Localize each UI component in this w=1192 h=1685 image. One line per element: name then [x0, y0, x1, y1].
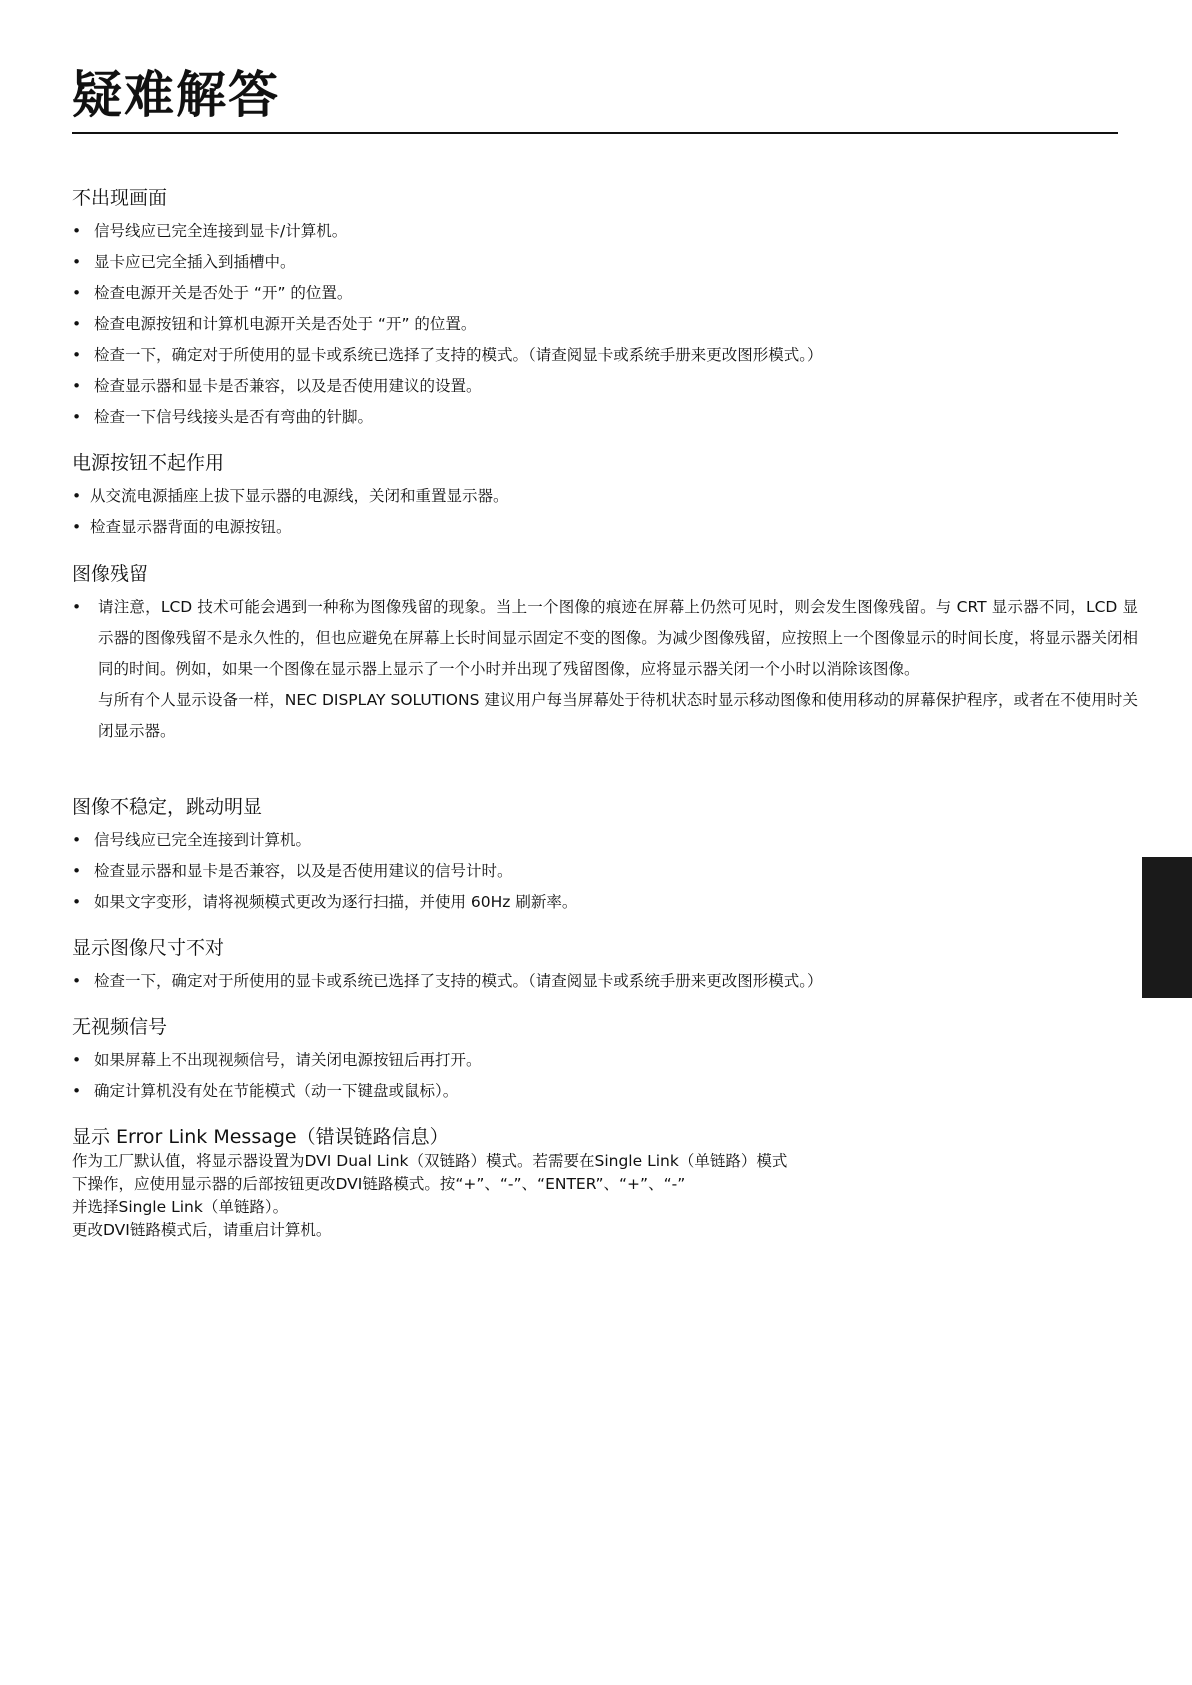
list-item: • 检查电源开关是否处于 “开” 的位置。: [72, 278, 1132, 309]
bullet-list: [72, 481, 1132, 543]
list-item: • 检查一下信号线接头是否有弯曲的针脚。: [72, 402, 1132, 433]
bullet-list: [72, 966, 1132, 997]
section-heading: 显示图像尺寸不对: [72, 937, 225, 959]
list-item: • 检查一下，确定对于所使用的显卡或系统已选择了支持的模式。（请查阅显卡或系统手册来更改图形模式。）: [72, 340, 1132, 371]
list-item: • 确定计算机没有处在节能模式（动一下键盘或鼠标）。: [72, 1076, 1132, 1107]
section-error-link: [72, 1124, 1132, 1242]
section-no-video: [72, 1014, 1132, 1107]
title-divider: [72, 132, 1118, 134]
section-heading: 图像不稳定，跳动明显: [72, 796, 263, 818]
persistence-paragraph: 请注意，LCD 技术可能会遇到一种称为图像残留的现象。当上一个图像的痕迹在屏幕上仍然可见时，则会发生图像残留。与 CRT 显示器不同，LCD 显示器的图像残留不是永久性的，但也应避免在屏幕上长时间显示固定不变的图像。为减少图像残留，应按照上一个图像显示的时间长度，将显示器关闭相同的时间。例如，如果一个图像在显示器上显示了一个小时并出现了残留图像，应将显示器关闭一个小时以消除该图像。: [98, 598, 1138, 678]
list-item: • 从交流电源插座上拔下显示器的电源线，关闭和重置显示器。: [72, 481, 1132, 512]
text-line: 更改DVI链路模式后，请重启计算机。: [72, 1221, 332, 1239]
page-title: 疑难解答: [72, 66, 280, 124]
section-image-persistence: [72, 561, 1138, 747]
bullet-list: [72, 216, 1132, 433]
section-wrong-size: [72, 935, 1132, 997]
chapter-tab: [1142, 857, 1192, 998]
persistence-paragraph-2: 与所有个人显示设备一样，NEC DISPLAY SOLUTIONS 建议用户每当屏幕处于待机状态时显示移动图像和使用移动的屏幕保护程序，或者在不使用时关闭显示器。: [98, 691, 1138, 740]
list-item: • 显卡应已完全插入到插槽中。: [72, 247, 1132, 278]
text-line: 并选择Single Link（单链路）。: [72, 1198, 289, 1216]
text-line: 下操作，应使用显示器的后部按钮更改DVI链路模式。按“+”、“-”、“ENTER”、“+”、“-”: [72, 1175, 686, 1193]
section-heading: 不出现画面: [72, 187, 168, 209]
list-item: • 信号线应已完全连接到计算机。: [72, 825, 1132, 856]
section-heading: 显示 Error Link Message（错误链路信息）: [72, 1126, 449, 1148]
bullet-list: [72, 825, 1132, 918]
list-item: • 信号线应已完全连接到显卡/计算机。: [72, 216, 1132, 247]
bullet-mark: •: [72, 598, 82, 616]
section-power-button: [72, 450, 1132, 543]
text-line: 作为工厂默认值，将显示器设置为DVI Dual Link（双链路）模式。若需要在Single Link（单链路）模式: [72, 1152, 788, 1170]
section-heading: 无视频信号: [72, 1016, 168, 1038]
list-item: • 检查电源按钮和计算机电源开关是否处于 “开” 的位置。: [72, 309, 1132, 340]
section-no-picture: [72, 185, 1132, 433]
list-item: • 如果屏幕上不出现视频信号，请关闭电源按钮后再打开。: [72, 1045, 1132, 1076]
section-heading: 电源按钮不起作用: [72, 452, 225, 474]
section-unstable-image: [72, 794, 1132, 918]
list-item: • 检查显示器和显卡是否兼容，以及是否使用建议的信号计时。: [72, 856, 1132, 887]
bullet-list: [72, 1045, 1132, 1107]
persistence-text: [72, 592, 1138, 747]
list-item: • 检查显示器和显卡是否兼容，以及是否使用建议的设置。: [72, 371, 1132, 402]
error-link-text: [72, 1150, 1132, 1242]
section-heading: 图像残留: [72, 563, 149, 585]
list-item: • 如果文字变形，请将视频模式更改为逐行扫描，并使用 60Hz 刷新率。: [72, 887, 1132, 918]
list-item: • 检查一下，确定对于所使用的显卡或系统已选择了支持的模式。（请查阅显卡或系统手册来更改图形模式。）: [72, 966, 1132, 997]
list-item: • 检查显示器背面的电源按钮。: [72, 512, 1132, 543]
